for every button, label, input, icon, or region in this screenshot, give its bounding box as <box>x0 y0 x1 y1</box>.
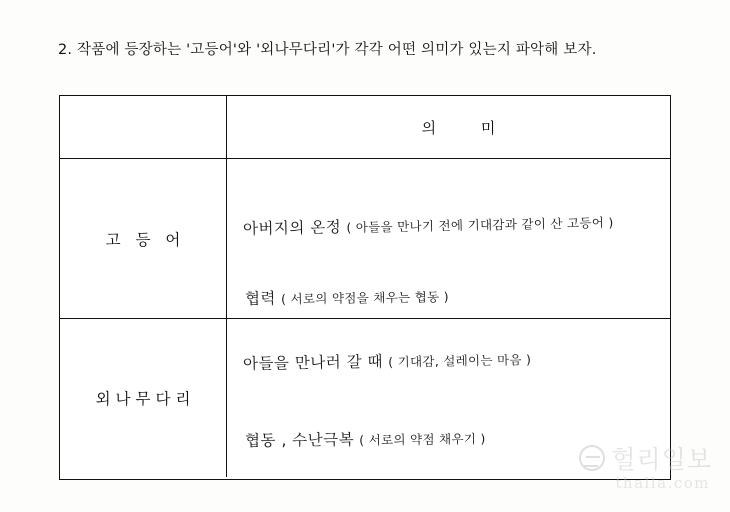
row-content-cell-1 <box>227 159 670 318</box>
entry-note-text: ( 서로의 약점 채우기 ) <box>359 431 486 448</box>
row-label-cell-2 <box>60 319 227 477</box>
table-row <box>60 159 670 319</box>
entry-note-text: ( 서로의 약점을 채우는 협동 ) <box>280 289 450 307</box>
entry-note-text: ( 기대감, 설레이는 마음 ) <box>388 351 532 370</box>
row-label-cell-1 <box>60 159 227 318</box>
row-label-1: 고 등 어 <box>105 230 186 249</box>
entry-main-text: 협력 <box>244 289 277 308</box>
meaning-table <box>59 95 671 480</box>
row-label-2: 외나무다리 <box>95 390 196 408</box>
row-content-cell-2 <box>227 319 670 477</box>
handwritten-entry <box>245 284 449 309</box>
watermark-name: 헐리일보 <box>611 445 712 474</box>
header-meaning-text: 의 미 <box>421 119 516 137</box>
entry-main-text: 아버지의 온정 <box>242 218 342 238</box>
entry-main-text: 협동 , 수난극복 <box>244 430 355 450</box>
table-header-row <box>60 96 670 159</box>
question-text: 2. 작품에 등장하는 '고등어'와 '외나무다리'가 각각 어떤 의미가 있는지 파악해 보자. <box>58 42 597 58</box>
handwritten-entry <box>243 347 532 374</box>
header-cell-label <box>60 96 227 158</box>
table-row <box>60 319 670 477</box>
entry-main-text: 아들을 만나러 갈 때 <box>242 352 384 373</box>
entry-note-text: ( 아들을 만나기 전에 기대감과 같이 산 고등어 ) <box>346 214 614 236</box>
handwritten-entry <box>243 210 614 239</box>
handwritten-entry <box>245 426 486 451</box>
header-cell-meaning <box>227 96 670 158</box>
watermark-url: thalla.com <box>615 474 710 492</box>
